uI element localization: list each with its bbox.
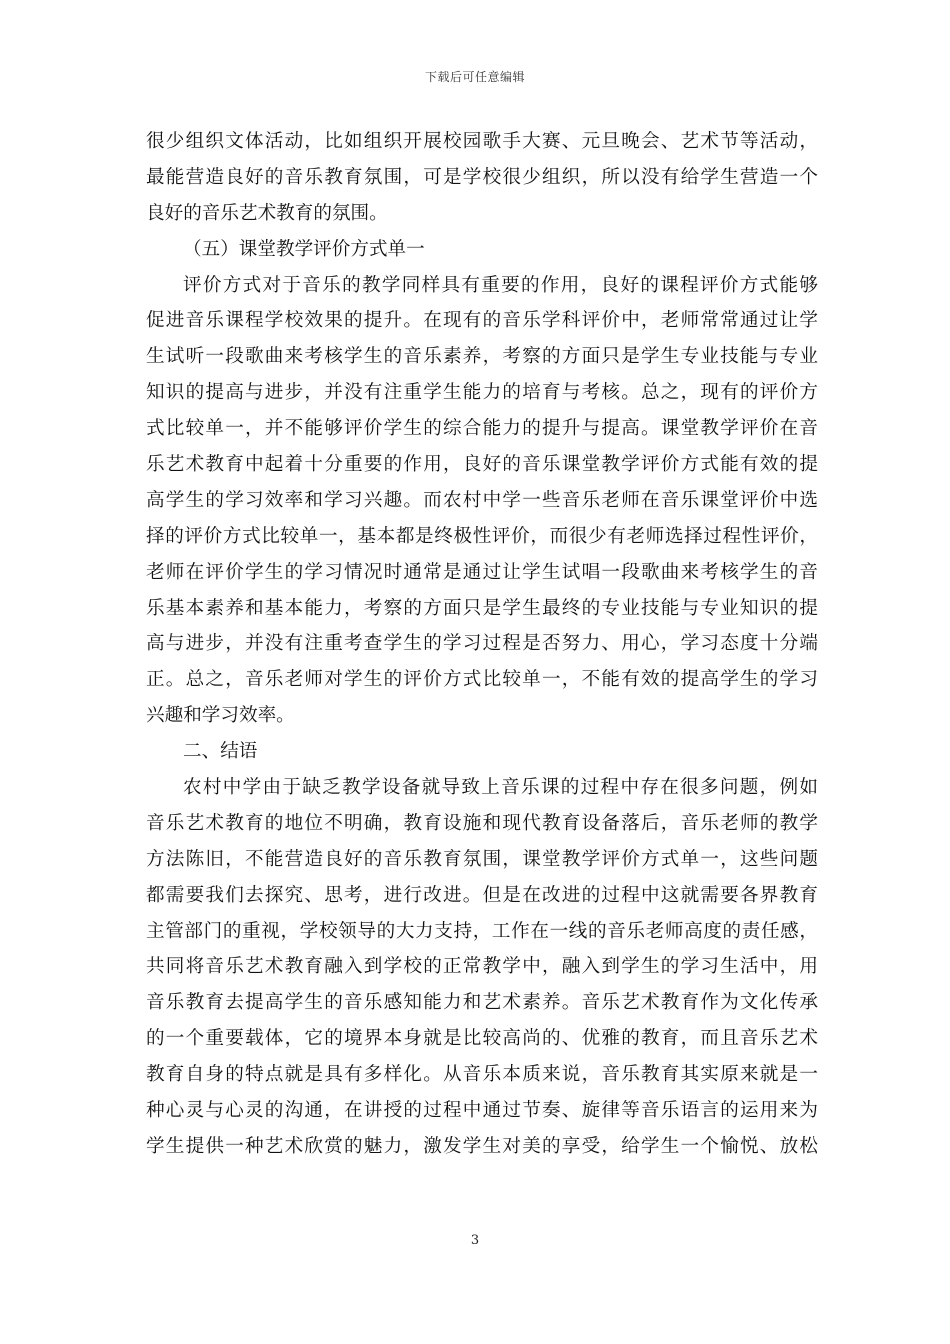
paragraph-line: 共同将音乐艺术教育融入到学校的正常教学中，融入到学生的学习生活中，用 (146, 956, 818, 978)
paragraph-line: 高与进步，并没有注重考查学生的学习过程是否努力、用心，学习态度十分端 (146, 633, 818, 655)
paragraph-line: 兴趣和学习效率。 (146, 705, 295, 727)
paragraph-line: 方法陈旧，不能营造良好的音乐教育氛围，课堂教学评价方式单一，这些问题 (146, 848, 818, 870)
paragraph-line: 老师在评价学生的学习情况时通常是通过让学生试唱一段歌曲来考核学生的音 (146, 561, 818, 583)
paragraph-line: 音乐教育去提高学生的音乐感知能力和艺术素养。音乐艺术教育作为文化传承 (146, 992, 818, 1014)
section-heading: （五）课堂教学评价方式单一 (183, 238, 425, 260)
paragraph-line: 主管部门的重视，学校领导的大力支持，工作在一线的音乐老师高度的责任感， (146, 920, 818, 942)
paragraph-line: 乐基本素养和基本能力，考察的方面只是学生最终的专业技能与专业知识的提 (146, 597, 818, 619)
paragraph-line: 的一个重要载体，它的境界本身就是比较高尚的、优雅的教育，而且音乐艺术 (146, 1028, 818, 1050)
paragraph-line: 促进音乐课程学校效果的提升。在现有的音乐学科评价中，老师常常通过让学 (146, 310, 818, 332)
paragraph-line: 音乐艺术教育的地位不明确，教育设施和现代教育设备落后，音乐老师的教学 (146, 812, 818, 834)
paragraph-line: 正。总之，音乐老师对学生的评价方式比较单一，不能有效的提高学生的学习 (146, 669, 818, 691)
section-heading: 二、结语 (183, 741, 258, 763)
paragraph-line: 很少组织文体活动，比如组织开展校园歌手大赛、元旦晚会、艺术节等活动， (146, 131, 818, 152)
page-header: 下载后可任意编辑 (424, 70, 525, 84)
paragraph-line: 最能营造良好的音乐教育氛围，可是学校很少组织，所以没有给学生营造一个 (146, 166, 818, 188)
paragraph-line: 评价方式对于音乐的教学同样具有重要的作用，良好的课程评价方式能够 (183, 274, 818, 296)
paragraph-line: 式比较单一，并不能够评价学生的综合能力的提升与提高。课堂教学评价在音 (146, 418, 818, 440)
page-number: 3 (470, 1233, 480, 1248)
paragraph-line: 生试听一段歌曲来考核学生的音乐素养，考察的方面只是学生专业技能与专业 (146, 346, 818, 368)
paragraph-line: 乐艺术教育中起着十分重要的作用，良好的音乐课堂教学评价方式能有效的提 (146, 454, 818, 476)
paragraph-line: 教育自身的特点就是具有多样化。从音乐本质来说，音乐教育其实原来就是一 (146, 1064, 818, 1086)
paragraph-line: 高学生的学习效率和学习兴趣。而农村中学一些音乐老师在音乐课堂评价中选 (146, 489, 818, 511)
paragraph-line: 学生提供一种艺术欣赏的魅力，激发学生对美的享受，给学生一个愉悦、放松 (146, 1135, 818, 1157)
document-body (146, 124, 818, 1165)
paragraph-line: 知识的提高与进步，并没有注重学生能力的培育与考核。总之，现有的评价方 (146, 382, 818, 404)
paragraph-line: 择的评价方式比较单一，基本都是终极性评价，而很少有老师选择过程性评价， (146, 525, 818, 547)
paragraph-line: 种心灵与心灵的沟通，在讲授的过程中通过节奏、旋律等音乐语言的运用来为 (146, 1100, 818, 1122)
paragraph-line: 良好的音乐艺术教育的氛围。 (146, 202, 388, 224)
paragraph-line: 农村中学由于缺乏教学设备就导致上音乐课的过程中存在很多问题，例如 (183, 777, 818, 799)
paragraph-line: 都需要我们去探究、思考，进行改进。但是在改进的过程中这就需要各界教育 (146, 884, 818, 906)
